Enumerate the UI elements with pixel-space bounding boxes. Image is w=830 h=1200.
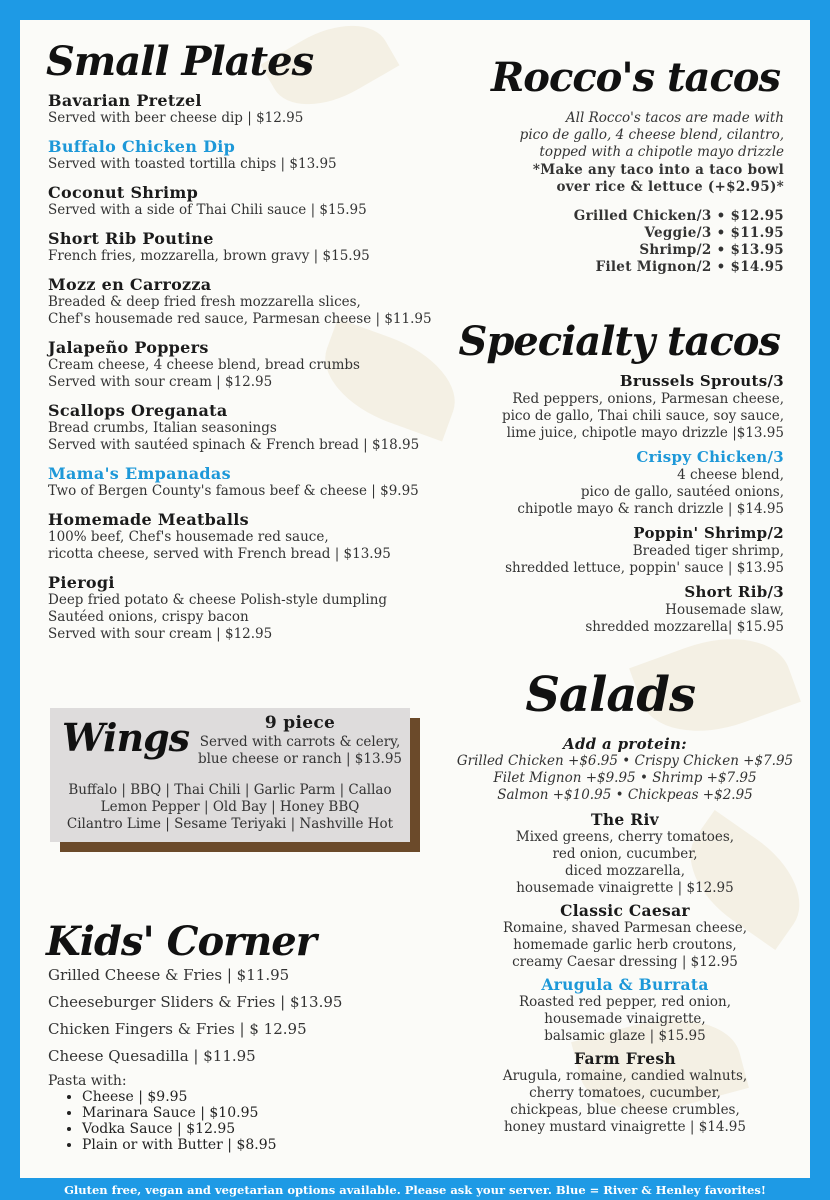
desc-line: ricotta cheese, served with French bread | $13.95 (48, 546, 391, 562)
desc-line: Buffalo | BBQ | Thai Chili | Garlic Parm | Callao (68, 782, 392, 798)
kids-item: Cheeseburger Sliders & Fries | $13.95 (48, 993, 343, 1011)
desc-line: cherry tomatoes, cucumber, (529, 1085, 721, 1101)
desc-line: Served with sautéed spinach & French bread | $18.95 (48, 437, 420, 453)
item-name: Mama's Empanadas (48, 464, 231, 483)
wings-title: Wings (62, 715, 190, 760)
desc-line: Shrimp/2 • $13.95 (639, 242, 784, 258)
pasta-list (48, 1089, 448, 1153)
desc-line: Cilantro Lime | Sesame Teriyaki | Nashville Hot (66, 816, 394, 832)
desc-line: diced mozzarella, (564, 863, 686, 879)
item-name: Arugula & Burrata (541, 975, 709, 994)
desc-line: Arugula, romaine, candied walnuts, (502, 1068, 748, 1084)
desc-line: Served with toasted tortilla chips | $13.95 (48, 156, 337, 172)
desc-line: honey mustard vinaigrette | $14.95 (503, 1119, 746, 1135)
desc-line: shredded mozzarella| $15.95 (585, 619, 784, 635)
specialty-title: Specialty tacos (458, 318, 780, 365)
kids-title: Kids' Corner (46, 918, 316, 965)
item-name: Crispy Chicken/3 (636, 448, 784, 466)
desc-line: housemade vinaigrette, (544, 1011, 706, 1027)
desc-line: Cream cheese, 4 cheese blend, bread crumbs (48, 357, 360, 373)
desc-line: Breaded & deep fried fresh mozzarella slices, (48, 294, 361, 310)
salad-item (440, 810, 810, 897)
desc-line: Grilled Chicken/3 • $12.95 (573, 208, 784, 224)
desc-line: homemade garlic herb croutons, (513, 937, 737, 953)
footer-note: Gluten free, vegan and vegetarian options available. Please ask your server. Blue = River & Henley favorites! (64, 1183, 766, 1197)
item-name: Scallops Oreganata (48, 401, 228, 420)
item-name: Poppin' Shrimp/2 (633, 524, 784, 542)
pasta-label: Pasta with: (48, 1073, 127, 1089)
salad-item (440, 1049, 810, 1136)
roccos-bowl (384, 162, 784, 196)
desc-line: Chef's housemade red sauce, Parmesan cheese | $11.95 (48, 311, 432, 327)
desc-line: Roasted red pepper, red onion, (518, 994, 732, 1010)
item-name: Classic Caesar (560, 901, 690, 920)
desc-line: Served with beer cheese dip | $12.95 (48, 110, 304, 126)
wings-count: 9 piece (264, 713, 336, 733)
desc-line: *Make any taco into a taco bowl (532, 162, 784, 178)
desc-line: lime juice, chipotle mayo drizzle |$13.95 (506, 425, 784, 441)
kids-item: Chicken Fingers & Fries | $ 12.95 (48, 1020, 307, 1038)
protein-list (440, 753, 810, 804)
wings-flavors (50, 782, 410, 833)
desc-line: Housemade slaw, (665, 602, 784, 618)
desc-line: Lemon Pepper | Old Bay | Honey BBQ (100, 799, 360, 815)
desc-line: Grilled Chicken +$6.95 • Crispy Chicken +$7.95 (456, 753, 794, 769)
item-name: Short Rib/3 (684, 583, 784, 601)
desc-line: Served with sour cream | $12.95 (48, 626, 273, 642)
desc-line: housemade vinaigrette | $12.95 (516, 880, 734, 896)
item-name: Coconut Shrimp (48, 183, 199, 202)
desc-line: Veggie/3 • $11.95 (644, 225, 784, 241)
specialty-item (384, 448, 784, 518)
desc-line: Breaded tiger shrimp, (632, 543, 784, 559)
salads-list (440, 810, 810, 1140)
roccos-intro (384, 110, 784, 161)
desc-line: chickpeas, blue cheese crumbles, (510, 1102, 740, 1118)
desc-line: 100% beef, Chef's housemade red sauce, (48, 529, 329, 545)
desc-line: red onion, cucumber, (552, 846, 698, 862)
desc-line: Served with sour cream | $12.95 (48, 374, 273, 390)
specialty-item (384, 524, 784, 577)
specialty-list (384, 372, 784, 642)
desc-line: French fries, mozzarella, brown gravy | $15.95 (48, 248, 370, 264)
specialty-item (384, 583, 784, 636)
item-name: Farm Fresh (574, 1049, 676, 1068)
desc-line: Filet Mignon +$9.95 • Shrimp +$7.95 (493, 770, 757, 786)
item-name: Short Rib Poutine (48, 229, 214, 248)
desc-line: Romaine, shaved Parmesan cheese, (502, 920, 748, 936)
kids-list (48, 966, 448, 1153)
desc-line: All Rocco's tacos are made with (565, 110, 784, 126)
desc-line: balsamic glaze | $15.95 (544, 1028, 706, 1044)
desc-line: Sautéed onions, crispy bacon (48, 609, 249, 625)
desc-line: topped with a chipotle mayo drizzle (539, 144, 784, 160)
salad-item (440, 975, 810, 1045)
desc-line: blue cheese or ranch | $13.95 (197, 751, 403, 767)
item-name: The Riv (591, 810, 659, 829)
desc-line: chipotle mayo & ranch drizzle | $14.95 (517, 501, 784, 517)
desc-line: shredded lettuce, poppin' sauce | $13.95 (505, 560, 784, 576)
desc-line: Filet Mignon/2 • $14.95 (595, 259, 784, 275)
desc-line: Mixed greens, cherry tomatoes, (515, 829, 735, 845)
pasta-item: • Cheese | $9.95 (82, 1089, 448, 1105)
item-name: Buffalo Chicken Dip (48, 137, 236, 156)
pasta-item: • Vodka Sauce | $12.95 (82, 1121, 448, 1137)
pasta-item: • Plain or with Butter | $8.95 (82, 1137, 448, 1153)
specialty-item (384, 372, 784, 442)
salads-title: Salads (525, 667, 695, 723)
small-plates-title: Small Plates (46, 38, 314, 85)
desc-line: pico de gallo, 4 cheese blend, cilantro, (519, 127, 784, 143)
salad-item (440, 901, 810, 971)
wings-box (50, 708, 410, 842)
desc-line: Bread crumbs, Italian seasonings (48, 420, 277, 436)
kids-item: Grilled Cheese & Fries | $11.95 (48, 966, 290, 984)
kids-item: Cheese Quesadilla | $11.95 (48, 1047, 256, 1065)
item-name: Jalapeño Poppers (48, 338, 209, 357)
desc-line: pico de gallo, sautéed onions, (580, 484, 784, 500)
item-name: Pierogi (48, 573, 115, 592)
item-name: Mozz en Carrozza (48, 275, 212, 294)
desc-line: Red peppers, onions, Parmesan cheese, (512, 391, 784, 407)
wings-desc (180, 734, 420, 768)
pasta-item: • Marinara Sauce | $10.95 (82, 1105, 448, 1121)
item-name: Brussels Sprouts/3 (619, 372, 784, 390)
desc-line: Served with a side of Thai Chili sauce | $15.95 (48, 202, 367, 218)
desc-line: creamy Caesar dressing | $12.95 (512, 954, 738, 970)
item-name: Homemade Meatballs (48, 510, 249, 529)
desc-line: Salmon +$10.95 • Chickpeas +$2.95 (497, 787, 753, 803)
desc-line: 4 cheese blend, (677, 467, 784, 483)
roccos-title: Rocco's tacos (491, 54, 780, 101)
item-name: Bavarian Pretzel (48, 91, 202, 110)
desc-line: Deep fried potato & cheese Polish-style dumpling (48, 592, 388, 608)
protein-label: Add a protein: (563, 735, 687, 753)
roccos-items (384, 208, 784, 276)
menu-card (20, 20, 810, 1178)
desc-line: Served with carrots & celery, (199, 734, 401, 750)
desc-line: Two of Bergen County's famous beef & cheese | $9.95 (48, 483, 419, 499)
desc-line: pico de gallo, Thai chili sauce, soy sauce, (501, 408, 784, 424)
desc-line: over rice & lettuce (+$2.95)* (556, 179, 784, 195)
